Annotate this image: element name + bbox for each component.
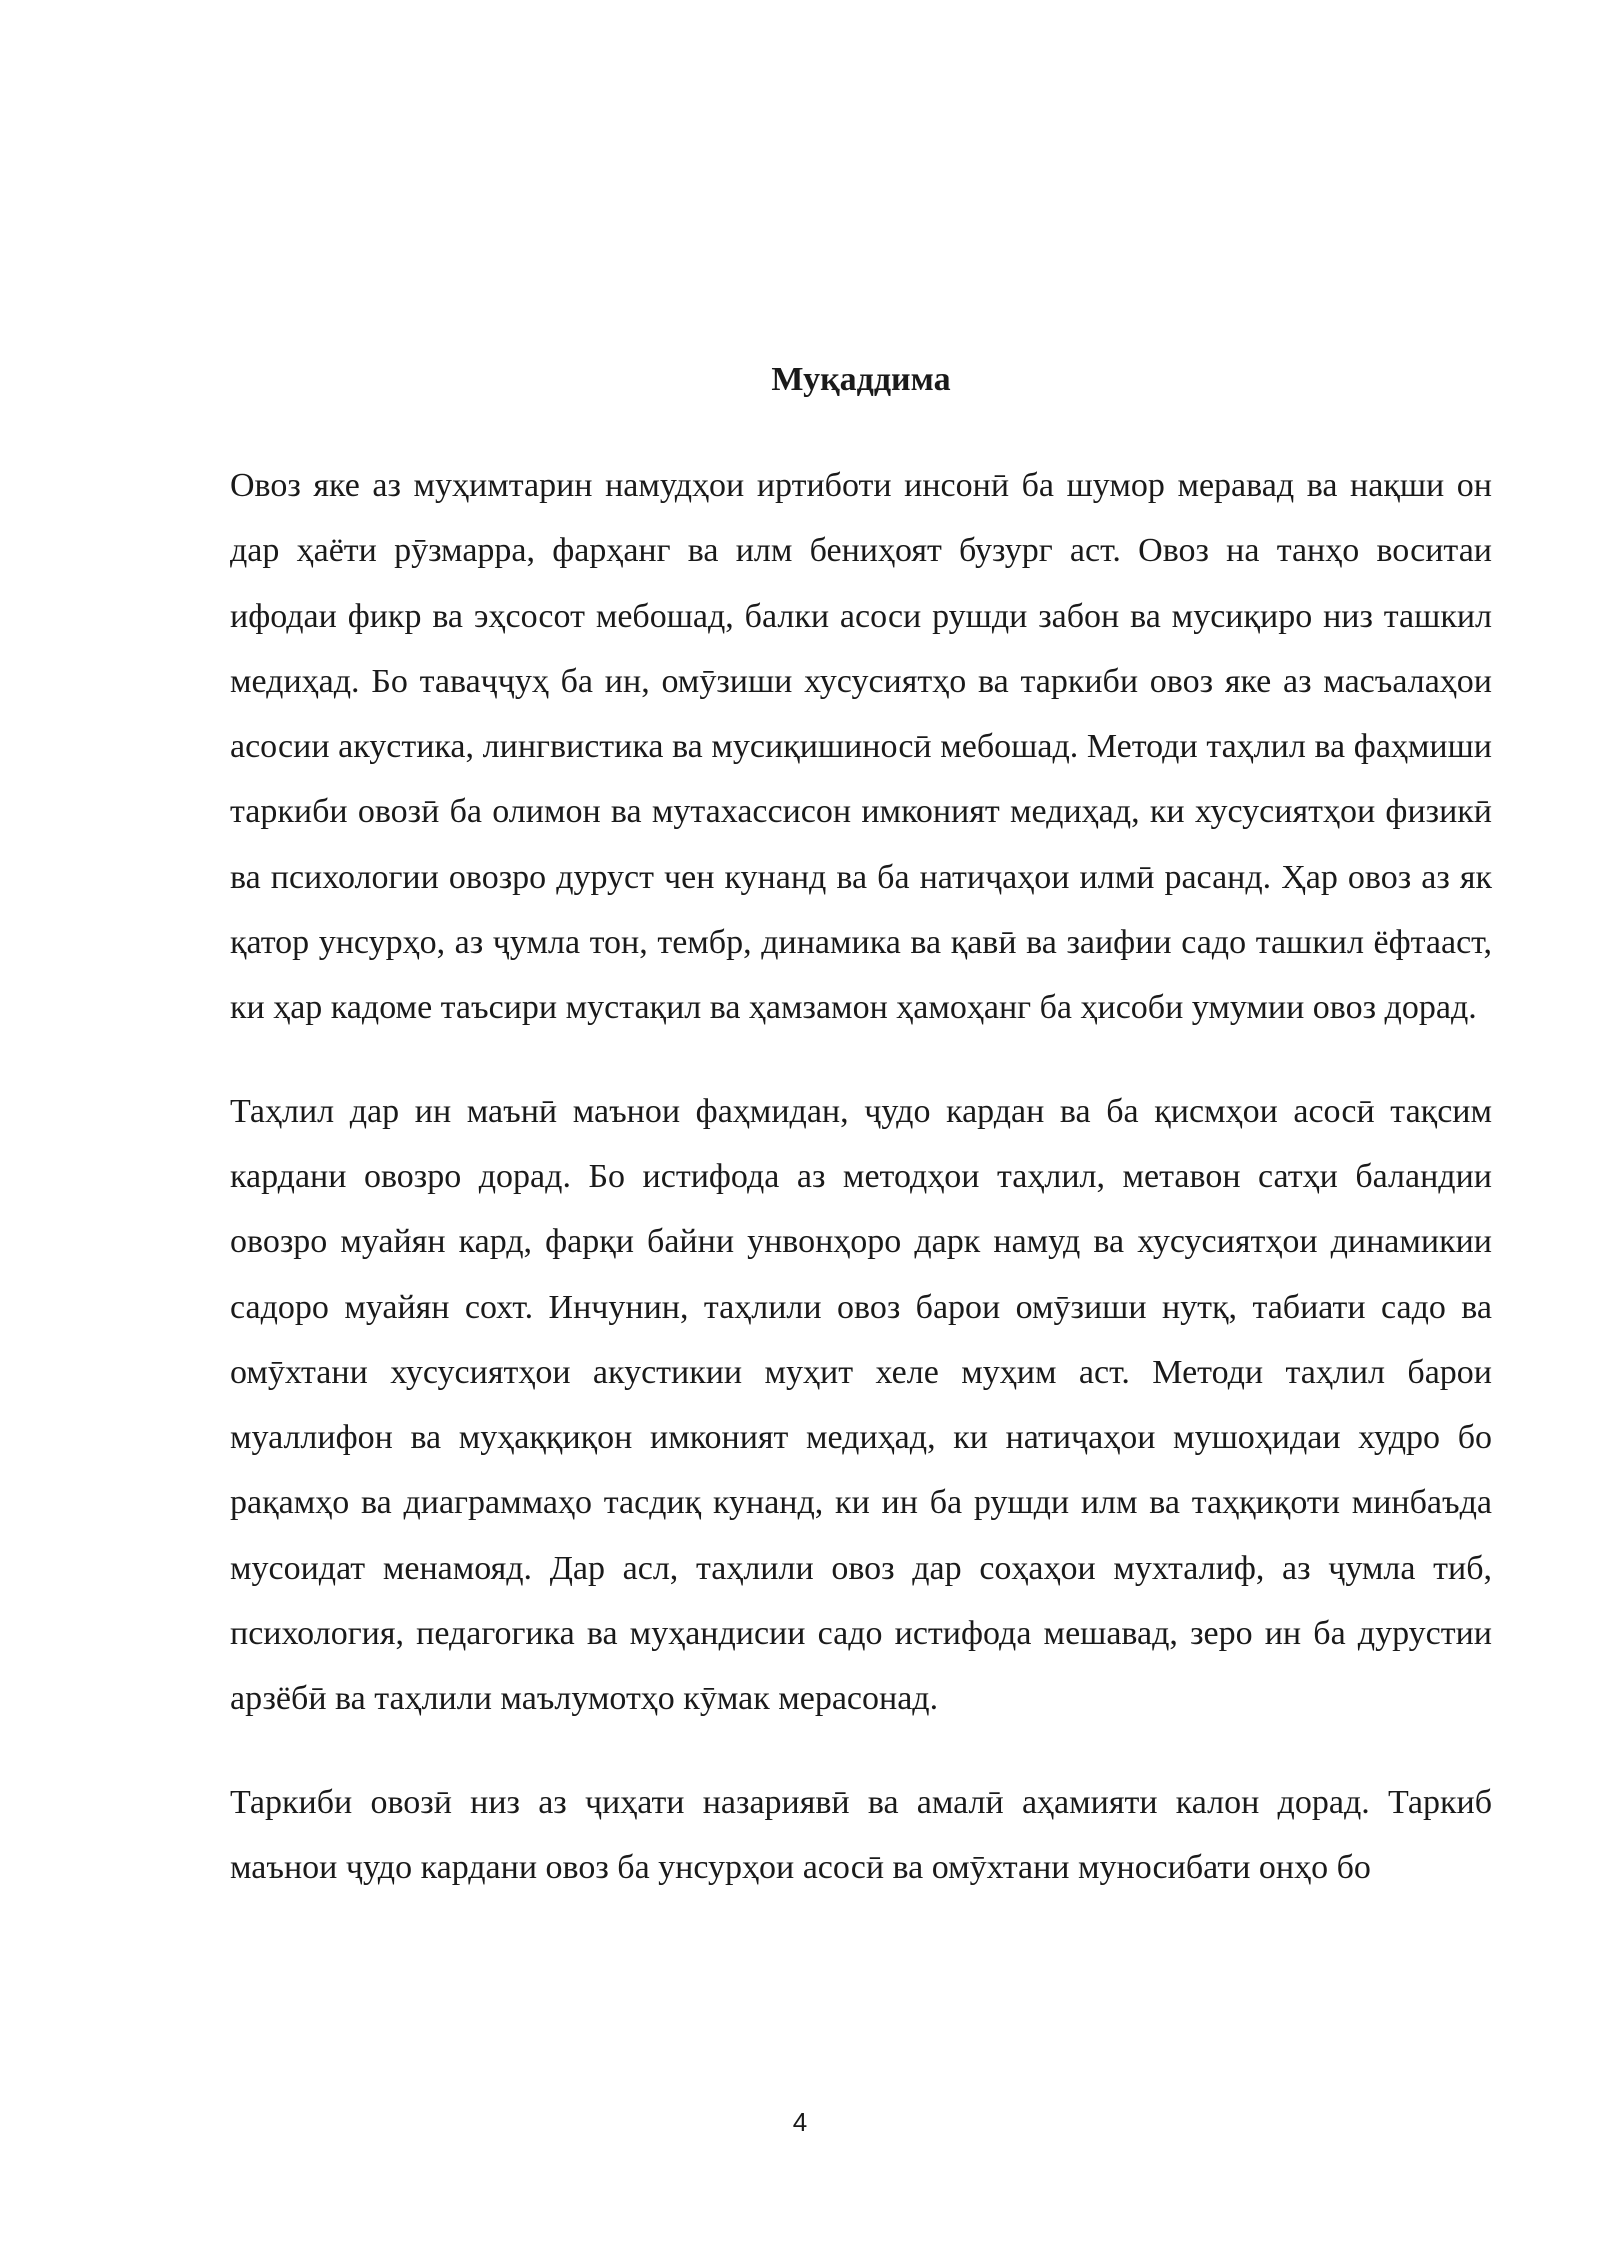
paragraph: Таркиби овозӣ низ аз ҷиҳати назариявӣ ва амалӣ аҳамияти калон дорад. Таркиб маънои ҷудо кардани овоз ба унсурҳои асосӣ ва омӯхтани муносибати онҳо бо [230, 1783, 1492, 1886]
page-number: 4 [792, 2107, 808, 2137]
paragraph: Таҳлил дар ин маънӣ маънои фаҳмидан, ҷудо кардан ва ба қисмҳои асосӣ тақсим кардани овозро дорад. Бо истифода аз методҳои таҳлил, метавон сатҳи баландии овозро муайян кард, фарқи байни унвонҳоро дарк намуд ва хусусиятҳои динамикии садоро муайян сохт. Инчунин, таҳлили овоз барои омӯзиши нутқ, табиати садо ва омӯхтани хусусиятҳои акустикии муҳит хеле муҳим аст. Методи таҳлил барои муаллифон ва муҳаққиқон имконият медиҳад, ки натиҷаҳои мушоҳидаи худро бо рақамҳо ва диаграммаҳо тасдиқ кунанд, ки ин ба рушди илм ва таҳқиқоти минбаъда мусоидат менамояд. Дар асл, таҳлили овоз дар соҳаҳои мухталиф, аз ҷумла тиб, психология, педагогика ва муҳандисии садо истифода мешавад, зеро ин ба дурустии арзёбӣ ва таҳлили маълумотҳо кӯмак мерасонад. [230, 1092, 1492, 1718]
document-body [230, 453, 1492, 1938]
page-title: Муқаддима [771, 361, 951, 398]
paragraph: Овоз яке аз муҳимтарин намудҳои иртиботи инсонӣ ба шумор меравад ва нақши он дар ҳаёти рӯзмарра, фарҳанг ва илм бениҳоят бузург аст. Овоз на танҳо воситаи ифодаи фикр ва эҳсосот мебошад, балки асоси рушди забон ва мусиқиро низ ташкил медиҳад. Бо таваҷҷуҳ ба ин, омӯзиши хусусиятҳо ва таркиби овоз яке аз масъалаҳои асосии акустика, лингвистика ва мусиқишиносӣ мебошад. Методи таҳлил ва фаҳмиши таркиби овозӣ ба олимон ва мутахассисон имконият медиҳад, ки хусусиятҳои физикӣ ва психологии овозро дуруст чен кунанд ва ба натиҷаҳои илмӣ расанд. Ҳар овоз аз як қатор унсурҳо, аз ҷумла тон, тембр, динамика ва қавӣ ва заифии садо ташкил ёфтааст, ки ҳар кадоме таъсири мустақил ва ҳамзамон ҳамоҳанг ба ҳисоби умумии овоз дорад. [230, 467, 1492, 1027]
